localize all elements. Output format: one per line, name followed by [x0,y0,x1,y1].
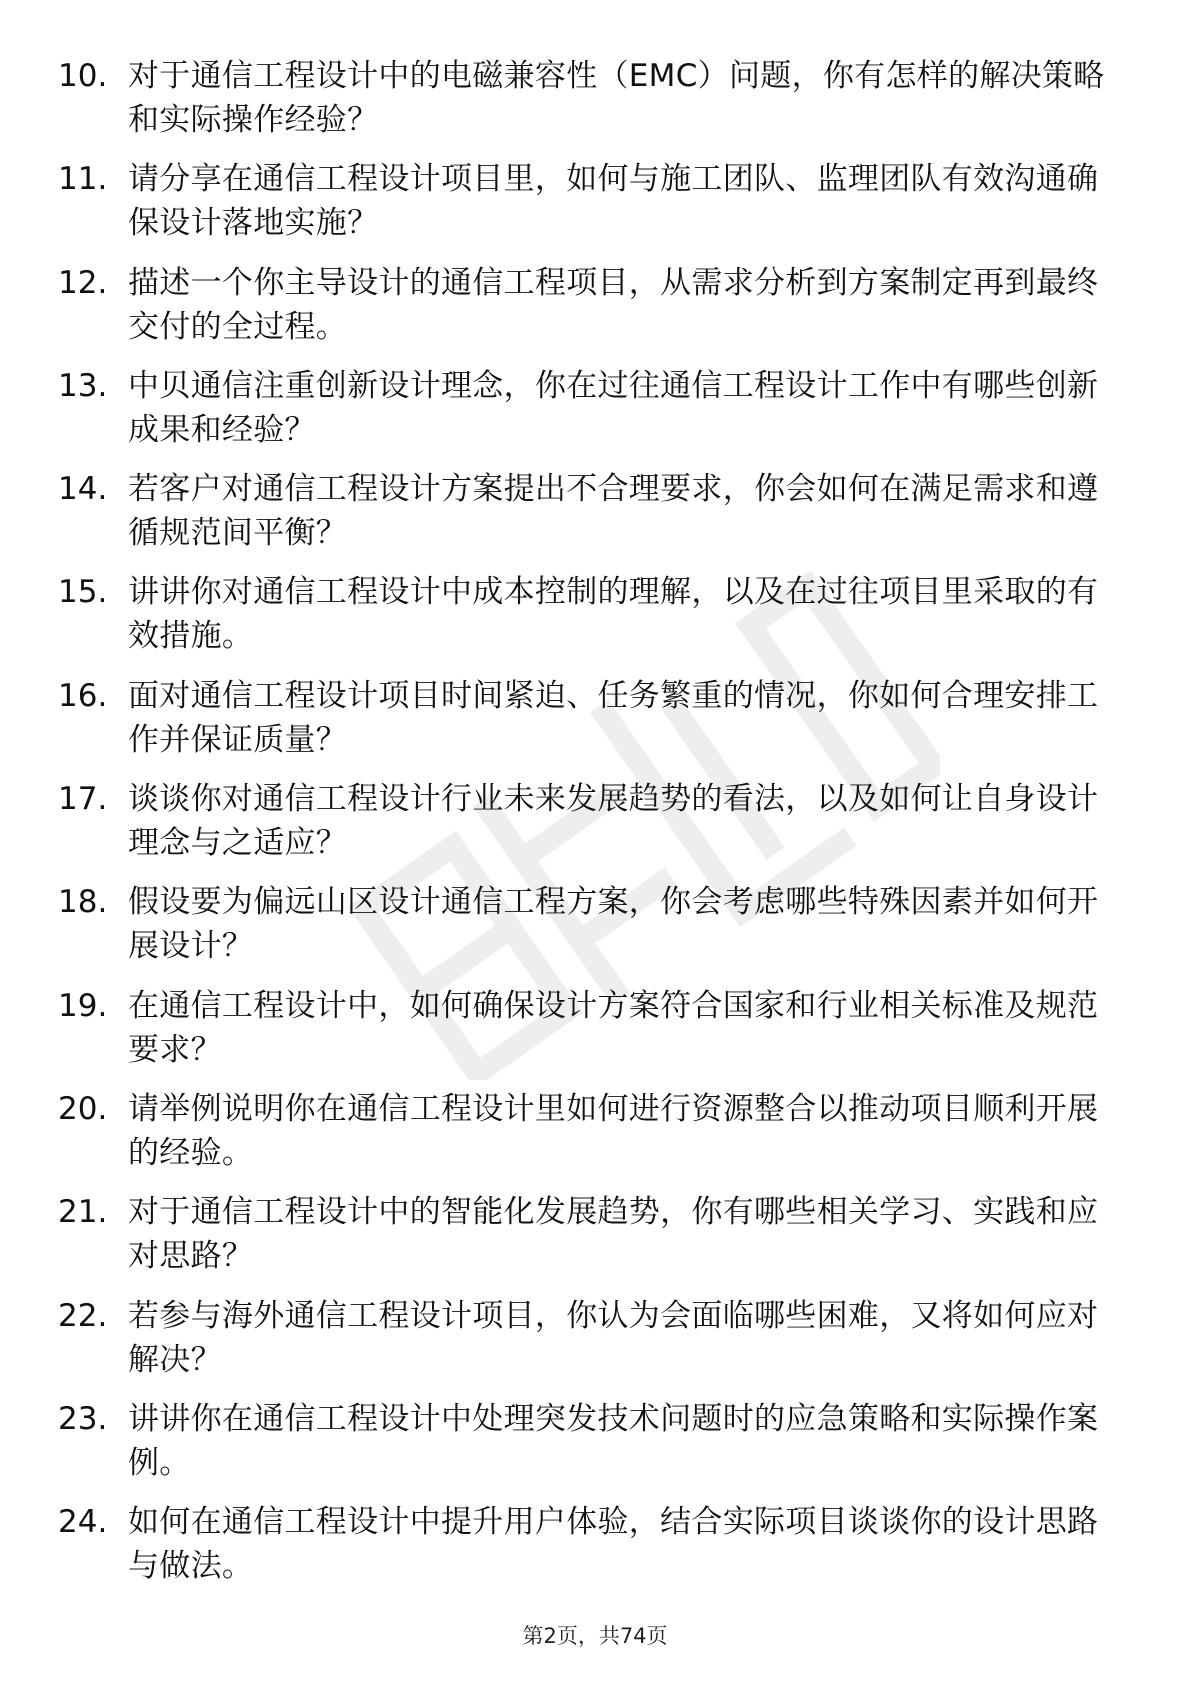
question-item [58,777,1123,880]
question-text: 请分享在通信工程设计项目里，如何与施工团队、监理团队有效沟通确保设计落地实施？ [128,161,1099,242]
question-item [58,880,1123,983]
question-text: 讲讲你在通信工程设计中处理突发技术问题时的应急策略和实际操作案例。 [128,1400,1099,1481]
question-text: 若客户对通信工程设计方案提出不合理要求，你会如何在满足需求和遵循规范间平衡？ [128,471,1099,552]
question-item [58,1500,1123,1603]
question-number: 18. [58,884,108,921]
question-number: 17. [58,781,108,818]
question-text: 对于通信工程设计中的智能化发展趋势，你有哪些相关学习、实践和应对思路？ [128,1194,1099,1275]
question-text: 中贝通信注重创新设计理念，你在过往通信工程设计工作中有哪些创新成果和经验？ [128,367,1099,448]
question-number: 15. [58,574,108,611]
question-number: 10. [58,58,108,94]
question-item [58,54,1123,157]
page-number: 第2页，共74页 [522,1624,668,1648]
question-text: 谈谈你对通信工程设计行业未来发展趋势的看法，以及如何让自身设计理念与之适应？ [128,781,1099,862]
question-item [58,467,1123,570]
question-list [58,54,1123,1603]
question-text: 假设要为偏远山区设计通信工程方案，你会考虑哪些特殊因素并如何开展设计？ [128,884,1099,965]
question-item [58,157,1123,260]
question-item [58,1294,1123,1397]
question-item [58,1087,1123,1190]
question-number: 11. [58,161,108,198]
question-text: 讲讲你对通信工程设计中成本控制的理解，以及在过往项目里采取的有效措施。 [128,574,1099,655]
question-item [58,570,1123,673]
question-item [58,674,1123,777]
question-number: 21. [58,1194,108,1231]
question-number: 20. [58,1090,108,1127]
question-item [58,1190,1123,1293]
question-number: 19. [58,987,108,1024]
question-text: 若参与海外通信工程设计项目，你认为会面临哪些困难，又将如何应对解决？ [128,1297,1099,1378]
question-item [58,261,1123,364]
question-item [58,1397,1123,1500]
question-number: 12. [58,264,108,301]
question-number: 13. [58,367,108,404]
question-text: 如何在通信工程设计中提升用户体验，结合实际项目谈谈你的设计思路与做法。 [128,1504,1099,1585]
question-number: 23. [58,1400,108,1437]
question-text: 描述一个你主导设计的通信工程项目，从需求分析到方案制定再到最终交付的全过程。 [128,264,1099,345]
question-number: 24. [58,1504,108,1541]
question-text: 面对通信工程设计项目时间紧迫、任务繁重的情况，你如何合理安排工作并保证质量？ [128,677,1099,758]
question-text: 请举例说明你在通信工程设计里如何进行资源整合以推动项目顺利开展的经验。 [128,1090,1099,1171]
question-text: 在通信工程设计中，如何确保设计方案符合国家和行业相关标准及规范要求？ [128,987,1099,1068]
question-number: 22. [58,1297,108,1334]
question-text: 对于通信工程设计中的电磁兼容性（EMC）问题，你有怎样的解决策略和实际操作经验？ [128,58,1105,138]
question-item [58,364,1123,467]
question-number: 16. [58,677,108,714]
question-item [58,984,1123,1087]
question-number: 14. [58,471,108,508]
